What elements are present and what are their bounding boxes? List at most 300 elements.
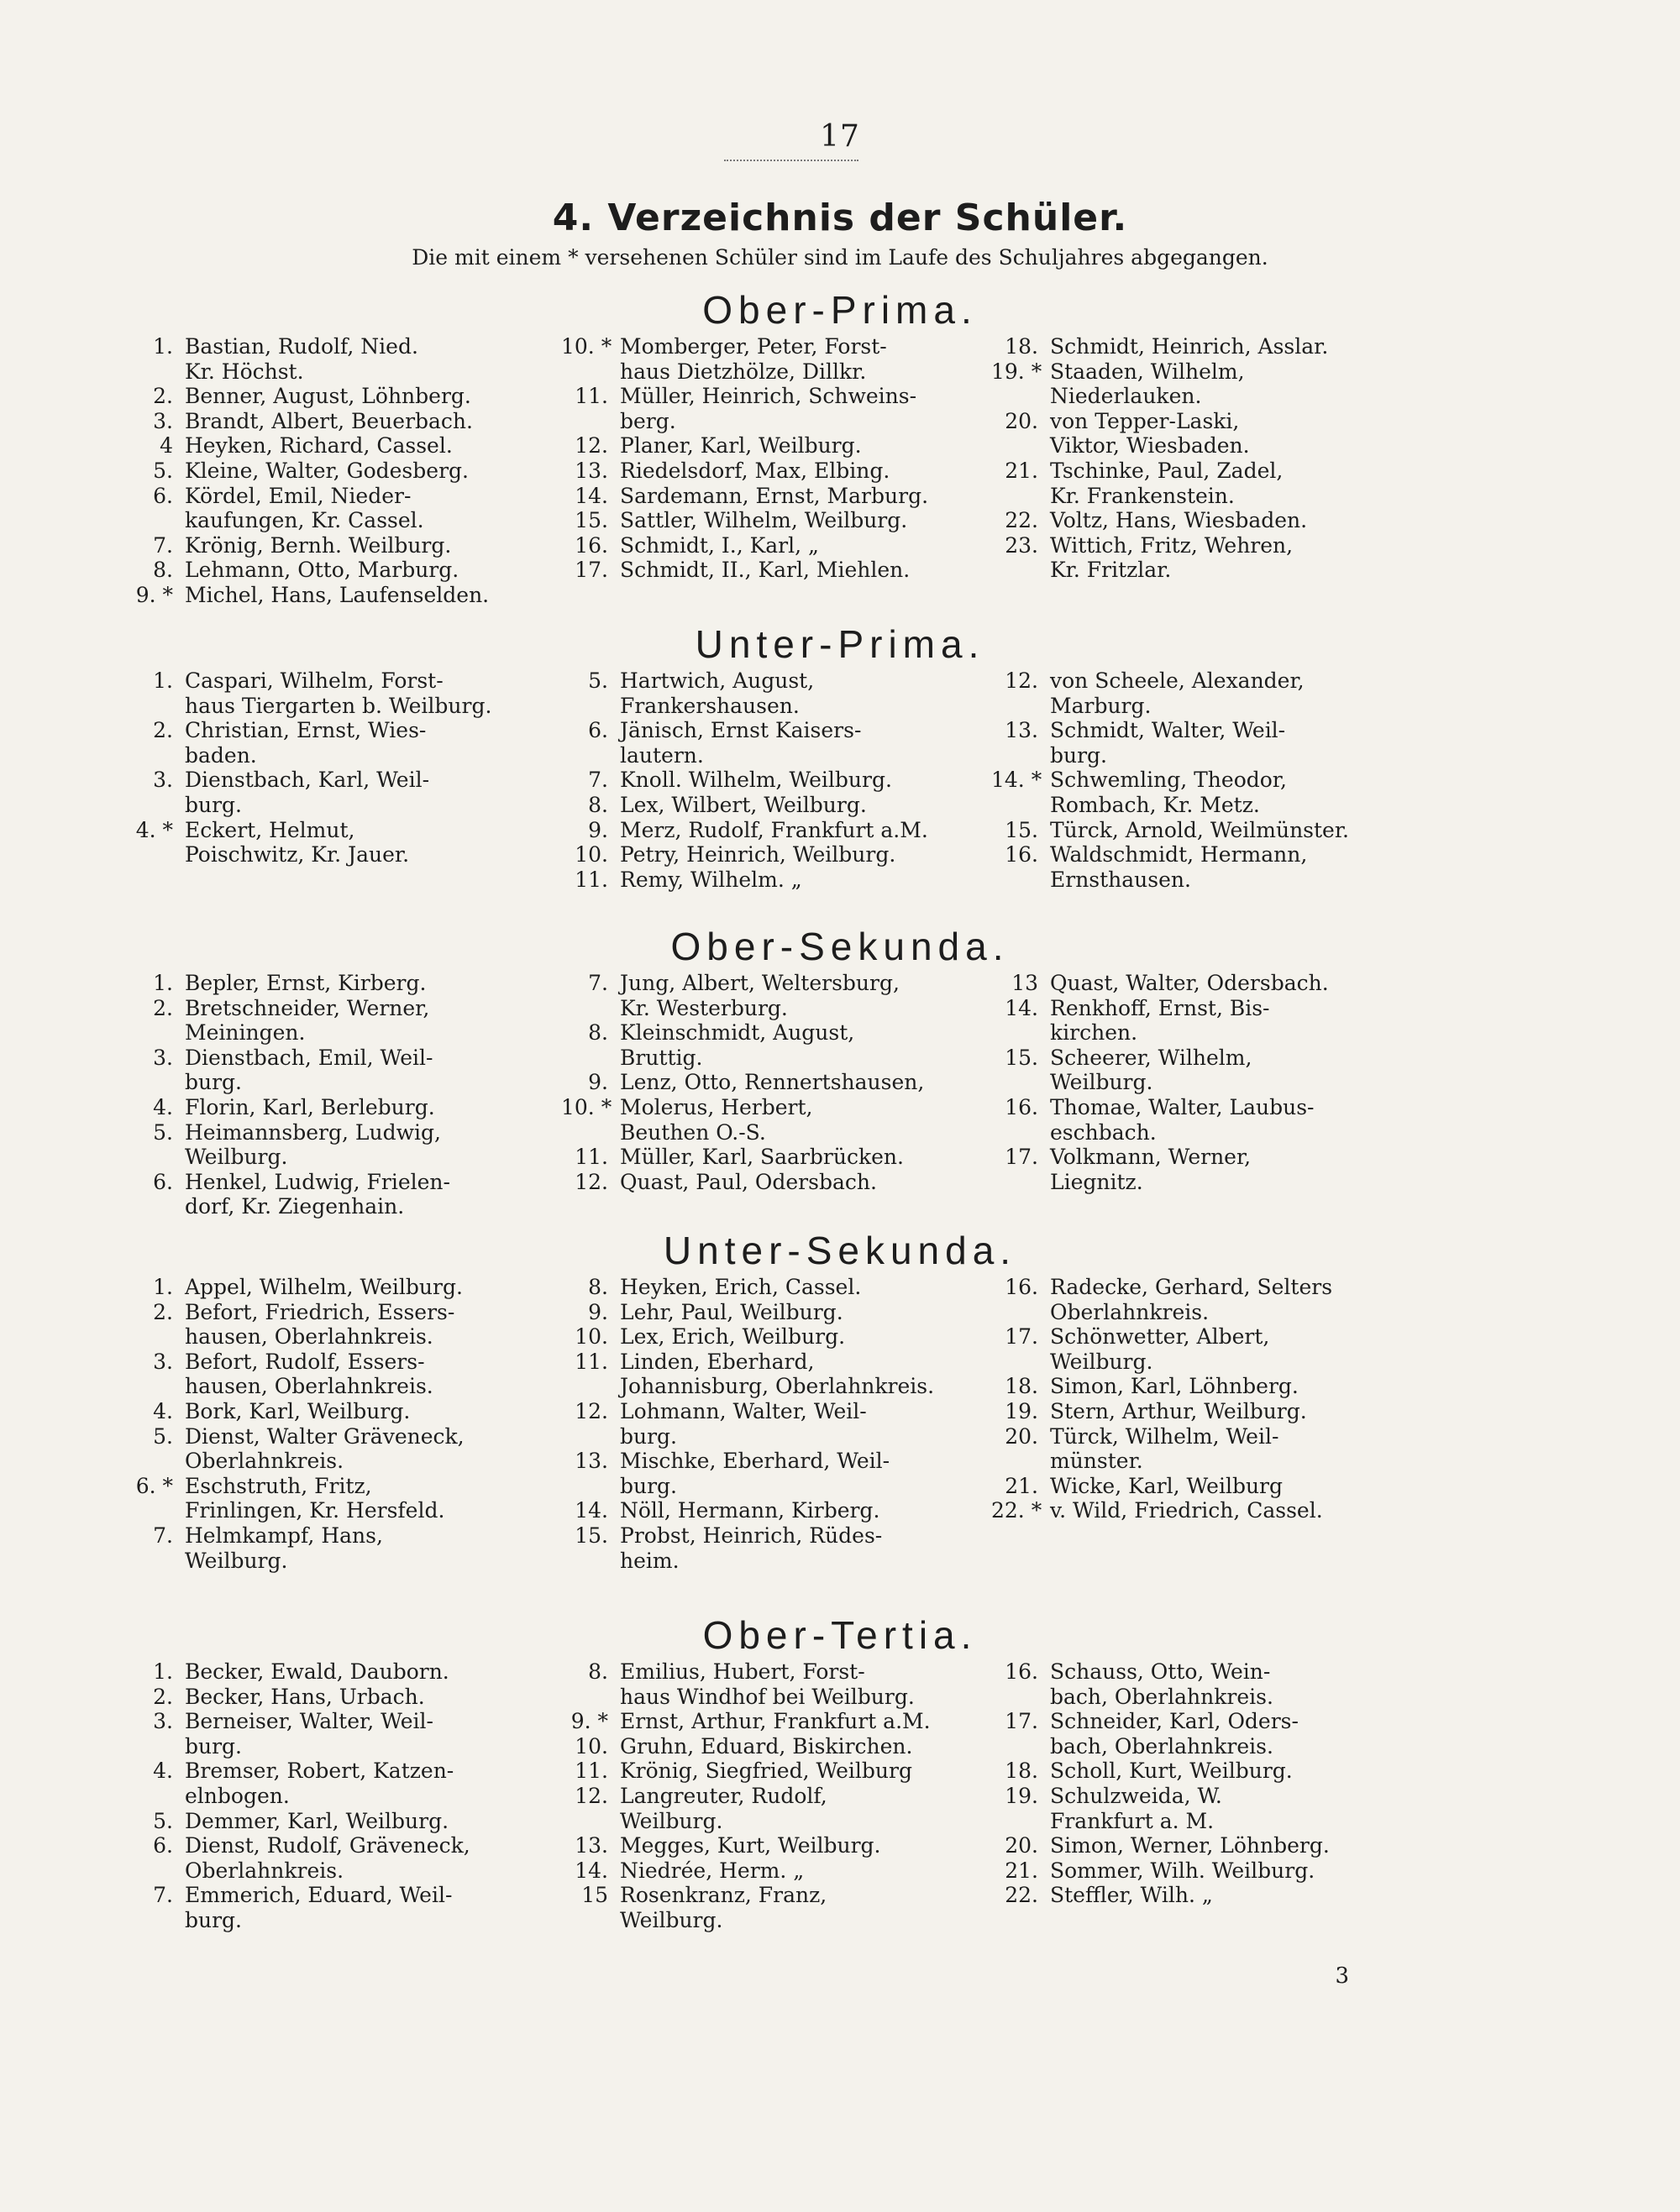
student-details (1050, 1858, 1428, 1884)
student-name-line: Türck, Wilhelm, Weil- (1050, 1423, 1279, 1449)
student-number: 22. * (991, 1498, 1042, 1523)
student-name-line: Müller, Karl, Saarbrücken. (620, 1145, 904, 1170)
student-name-line: Dienstbach, Emil, Weil- (185, 1045, 433, 1070)
student-name-line: Simon, Werner, Löhnberg. (1050, 1833, 1330, 1858)
student-columns (0, 1659, 1680, 2029)
student-details (185, 409, 554, 434)
student-details (620, 484, 981, 509)
student-name-line: Kleinschmidt, August, (620, 1020, 855, 1046)
student-entry (561, 842, 981, 868)
student-name-line: Bepler, Ernst, Kirberg. (185, 971, 427, 995)
student-name-line: Lex, Erich, Weilburg. (620, 1324, 846, 1350)
student-location-line: Oberlahnkreis. (1050, 1299, 1210, 1324)
student-number: 14. (575, 1498, 608, 1523)
student-details (620, 1020, 981, 1070)
student-location-line: Kr. Westerburg. (620, 995, 788, 1020)
student-number: 16. (1005, 1094, 1038, 1119)
student-name-line: Remy, Wilhelm. „ (620, 867, 802, 892)
student-entry (991, 1095, 1428, 1145)
student-column-3 (991, 668, 1428, 892)
student-location-line: Oberlahnkreis. (185, 1449, 344, 1474)
student-column-1 (126, 971, 554, 1219)
student-details (1050, 818, 1428, 843)
student-details (620, 1833, 981, 1858)
student-number: 15. (575, 1523, 608, 1548)
student-number: 14. (575, 1858, 608, 1883)
student-details (620, 1449, 981, 1498)
student-entry (126, 1120, 554, 1170)
student-entry (126, 1659, 554, 1685)
student-details (185, 718, 554, 768)
student-entry (991, 1046, 1428, 1095)
student-number: 11. (575, 1349, 608, 1374)
student-name-line: Dienst, Rudolf, Gräveneck, (185, 1833, 470, 1858)
student-details (620, 1145, 981, 1170)
student-details (1050, 1883, 1428, 1908)
student-name-line: Schmidt, Heinrich, Asslar. (1050, 334, 1329, 359)
student-name-line: Quast, Walter, Odersbach. (1050, 971, 1329, 995)
student-entry (126, 1759, 554, 1808)
student-name-line: Quast, Paul, Odersbach. (620, 1169, 877, 1194)
student-details (1050, 1046, 1428, 1095)
student-location-line: haus Windhof bei Weilburg. (620, 1684, 915, 1709)
student-entry (991, 533, 1428, 583)
student-column-2 (561, 971, 981, 1194)
student-name-line: Christian, Ernst, Wies- (185, 718, 427, 743)
student-details (1050, 508, 1428, 533)
student-name-line: Knoll. Wilhelm, Weilburg. (620, 768, 892, 793)
student-details (185, 1759, 554, 1808)
student-name-line: Bork, Karl, Weilburg. (185, 1398, 411, 1423)
student-name-line: Radecke, Gerhard, Selters (1050, 1275, 1333, 1299)
student-name-line: Molerus, Herbert, (620, 1094, 813, 1119)
student-details (185, 1685, 554, 1710)
student-details (1050, 668, 1428, 718)
student-number: 9. (588, 1299, 608, 1324)
student-name-line: Kleine, Walter, Godesberg. (185, 458, 469, 483)
student-location-line: haus Tiergarten b. Weilburg. (185, 693, 492, 718)
student-entry (561, 508, 981, 533)
student-entry (561, 1734, 981, 1759)
student-entry (561, 1858, 981, 1884)
student-entry (561, 1324, 981, 1350)
student-entry (561, 1095, 981, 1145)
student-name-line: Gruhn, Eduard, Biskirchen. (620, 1733, 913, 1759)
student-location-line: Kr. Frankenstein. (1050, 483, 1235, 508)
student-name-line: Niedrée, Herm. „ (620, 1858, 805, 1883)
student-entry (126, 459, 554, 484)
student-entry (561, 718, 981, 768)
student-number: 10. (575, 842, 608, 868)
student-entry (991, 718, 1428, 768)
student-location-line: Bruttig. (620, 1045, 703, 1070)
student-number: 7. (588, 971, 608, 995)
student-details (185, 334, 554, 384)
student-location-line: burg. (185, 792, 243, 817)
student-number: 6. * (135, 1473, 173, 1498)
student-number: 3. (153, 1045, 173, 1070)
student-details (620, 508, 981, 533)
student-details (185, 484, 554, 533)
student-location-line: hausen, Oberlahnkreis. (185, 1374, 433, 1399)
student-name-line: Wittich, Fritz, Wehren, (1050, 532, 1294, 558)
student-entry (991, 359, 1428, 409)
student-location-line: Liegnitz. (1050, 1169, 1143, 1194)
student-entry (561, 433, 981, 459)
student-details (620, 793, 981, 818)
student-name-line: Henkel, Ludwig, Frielen- (185, 1169, 450, 1194)
student-location-line: baden. (185, 742, 257, 768)
student-details (1050, 842, 1428, 892)
student-location-line: Kr. Fritzlar. (1050, 558, 1172, 583)
student-details (185, 1424, 554, 1474)
student-details (185, 459, 554, 484)
student-name-line: Kördel, Emil, Nieder- (185, 483, 412, 508)
student-number: 3. (153, 408, 173, 433)
student-details (620, 334, 981, 384)
student-details (1050, 459, 1428, 508)
student-details (1050, 768, 1428, 817)
student-entry (561, 533, 981, 558)
student-location-line: Poischwitz, Kr. Jauer. (185, 842, 410, 868)
section-heading: Ober-Sekunda. (670, 925, 1010, 968)
student-number: 16. (575, 532, 608, 558)
student-details (1050, 1833, 1428, 1858)
student-entry (126, 1170, 554, 1219)
student-name-line: Appel, Wilhelm, Weilburg. (185, 1275, 463, 1299)
section-unter-prima (0, 620, 1680, 956)
student-location-line: Frankershausen. (620, 693, 800, 718)
student-number: 4 (160, 433, 173, 459)
section-ober-prima (0, 286, 1680, 630)
student-entry (126, 1685, 554, 1710)
student-entry (126, 1399, 554, 1424)
student-details (620, 459, 981, 484)
student-details (1050, 718, 1428, 768)
student-details (1050, 971, 1428, 996)
student-name-line: Benner, August, Löhnberg. (185, 384, 471, 409)
student-number: 7. (588, 768, 608, 793)
student-details (185, 996, 554, 1046)
student-name-line: Michel, Hans, Laufenselden. (185, 582, 490, 607)
student-location-line: lautern. (620, 742, 704, 768)
student-location-line: Meiningen. (185, 1020, 306, 1046)
student-number: 14. (1005, 995, 1038, 1020)
student-entry (991, 1784, 1428, 1833)
student-details (1050, 1374, 1428, 1399)
student-column-1 (126, 1275, 554, 1573)
student-name-line: Heimannsberg, Ludwig, (185, 1119, 441, 1145)
student-entry (126, 1300, 554, 1350)
student-number: 7. (153, 1883, 173, 1908)
student-name-line: Momberger, Peter, Forst- (620, 334, 887, 359)
student-entry (561, 1170, 981, 1195)
student-location-line: Weilburg. (185, 1548, 288, 1573)
student-entry (561, 1020, 981, 1070)
student-entry (126, 996, 554, 1046)
student-details (1050, 1399, 1428, 1424)
student-entry (126, 818, 554, 868)
student-location-line: Beuthen O.-S. (620, 1119, 766, 1145)
student-entry (561, 334, 981, 384)
student-location-line: Frankfurt a. M. (1050, 1808, 1215, 1833)
student-name-line: Rosenkranz, Franz, (620, 1883, 827, 1908)
student-location-line: Marburg. (1050, 693, 1152, 718)
student-number: 23. (1005, 532, 1038, 558)
student-number: 6. (588, 718, 608, 743)
student-details (1050, 409, 1428, 459)
student-entry (561, 818, 981, 843)
student-number: 5. (588, 668, 608, 693)
student-number: 21. (1005, 458, 1038, 483)
student-number: 14. * (991, 768, 1042, 793)
student-location-line: haus Dietzhölze, Dillkr. (620, 359, 867, 384)
student-details (620, 668, 981, 718)
student-entry (126, 668, 554, 718)
student-location-line: Weilburg. (620, 1907, 723, 1932)
student-location-line: Weilburg. (1050, 1070, 1153, 1095)
student-details (1050, 334, 1428, 359)
student-name-line: Bremser, Robert, Katzen- (185, 1759, 454, 1784)
student-name-line: Tschinke, Paul, Zadel, (1050, 458, 1284, 483)
student-details (620, 384, 981, 433)
student-name-line: Krönig, Bernh. Weilburg. (185, 532, 452, 558)
student-details (620, 433, 981, 459)
student-details (1050, 1784, 1428, 1833)
student-column-2 (561, 334, 981, 583)
student-location-line: heim. (620, 1548, 680, 1573)
student-number: 22. (1005, 1883, 1038, 1908)
student-number: 15. (575, 508, 608, 533)
student-number: 16. (1005, 842, 1038, 868)
student-number: 13 (1011, 971, 1038, 995)
student-details (1050, 359, 1428, 409)
student-details (1050, 1145, 1428, 1194)
student-number: 8. (588, 1020, 608, 1046)
student-name-line: Staaden, Wilhelm, (1050, 359, 1245, 384)
student-number: 2. (153, 384, 173, 409)
student-location-line: hausen, Oberlahnkreis. (185, 1324, 433, 1350)
student-details (185, 1300, 554, 1350)
student-entry (126, 1474, 554, 1523)
student-location-line: dorf, Kr. Ziegenhain. (185, 1194, 405, 1219)
student-name-line: Dienst, Walter Gräveneck, (185, 1423, 465, 1449)
student-details (620, 1399, 981, 1449)
student-entry (561, 793, 981, 818)
section-heading: Ober-Prima. (702, 288, 978, 332)
student-name-line: Schmidt, Walter, Weil- (1050, 718, 1286, 743)
student-name-line: Florin, Karl, Berleburg. (185, 1094, 435, 1119)
student-name-line: von Tepper-Laski, (1050, 408, 1240, 433)
student-entry (991, 1474, 1428, 1499)
student-name-line: Lehr, Paul, Weilburg. (620, 1299, 843, 1324)
student-name-line: Volkmann, Werner, (1050, 1145, 1252, 1170)
student-location-line: burg. (185, 1907, 243, 1932)
student-details (185, 1883, 554, 1932)
student-entry (561, 1145, 981, 1170)
student-column-2 (561, 1275, 981, 1573)
student-name-line: Eschstruth, Fritz, (185, 1473, 372, 1498)
student-name-line: Schauss, Otto, Wein- (1050, 1659, 1271, 1684)
student-details (620, 1734, 981, 1759)
student-entry (561, 971, 981, 1020)
student-location-line: Weilburg. (620, 1808, 723, 1833)
student-number: 15 (581, 1883, 608, 1908)
student-entry (561, 1659, 981, 1709)
section-unter-sekunda (0, 1226, 1680, 1621)
student-entry (561, 1399, 981, 1449)
student-entry (126, 384, 554, 409)
student-number: 18. (1005, 334, 1038, 359)
student-details (620, 1324, 981, 1350)
student-number: 21. (1005, 1858, 1038, 1883)
student-details (1050, 533, 1428, 583)
student-entry (561, 1350, 981, 1399)
student-entry (991, 1399, 1428, 1424)
student-entry (991, 459, 1428, 508)
student-number: 9. (588, 817, 608, 842)
student-number: 12. (575, 1783, 608, 1808)
student-entry (991, 1498, 1428, 1523)
student-details (1050, 1659, 1428, 1709)
student-details (620, 718, 981, 768)
student-number: 11. (575, 384, 608, 409)
student-details (620, 1300, 981, 1325)
student-details (620, 1883, 981, 1932)
student-details (620, 868, 981, 893)
student-entry (991, 1145, 1428, 1194)
student-details (1050, 996, 1428, 1046)
student-details (620, 533, 981, 558)
student-entry (126, 1095, 554, 1120)
student-location-line: Johannisburg, Oberlahnkreis. (620, 1374, 935, 1399)
student-number: 16. (1005, 1659, 1038, 1684)
student-entry (561, 1833, 981, 1858)
student-name-line: Heyken, Erich, Cassel. (620, 1275, 862, 1299)
student-location-line: kaufungen, Kr. Cassel. (185, 508, 424, 533)
student-name-line: Dienstbach, Karl, Weil- (185, 768, 430, 793)
student-location-line: Viktor, Wiesbaden. (1050, 433, 1250, 459)
student-name-line: Langreuter, Rudolf, (620, 1783, 827, 1808)
student-name-line: Schwemling, Theodor, (1050, 768, 1287, 793)
student-name-line: Lex, Wilbert, Weilburg. (620, 792, 867, 817)
student-entry (126, 583, 554, 608)
student-number: 5. (153, 458, 173, 483)
student-number: 2. (153, 718, 173, 743)
student-name-line: Heyken, Richard, Cassel. (185, 433, 453, 459)
student-details (185, 1046, 554, 1095)
student-column-1 (126, 334, 554, 608)
student-number: 11. (575, 1145, 608, 1170)
student-name-line: Merz, Rudolf, Frankfurt a.M. (620, 817, 928, 842)
student-number: 13. (575, 458, 608, 483)
student-name-line: Simon, Karl, Löhnberg. (1050, 1374, 1299, 1399)
student-entry (126, 334, 554, 384)
student-details (185, 818, 554, 868)
student-name-line: Sattler, Wilhelm, Weilburg. (620, 508, 908, 533)
page-title: 4. Verzeichnis der Schüler. (552, 197, 1128, 239)
student-details (620, 768, 981, 793)
student-number: 1. (153, 1275, 173, 1299)
student-number: 19. (1005, 1398, 1038, 1423)
student-location-line: bach, Oberlahnkreis. (1050, 1733, 1273, 1759)
student-location-line: münster. (1050, 1449, 1143, 1474)
student-entry (991, 1659, 1428, 1709)
student-entry (561, 1523, 981, 1573)
student-details (1050, 1424, 1428, 1474)
student-entry (991, 334, 1428, 359)
student-number: 9. (588, 1070, 608, 1095)
student-number: 9. * (570, 1709, 608, 1734)
student-location-line: berg. (620, 408, 676, 433)
student-number: 12. (575, 1398, 608, 1423)
student-number: 21. (1005, 1473, 1038, 1498)
student-column-1 (126, 668, 554, 868)
student-number: 19. (1005, 1783, 1038, 1808)
student-name-line: Schulzweida, W. (1050, 1783, 1222, 1808)
student-entry (991, 1833, 1428, 1858)
student-details (185, 433, 554, 459)
student-location-line: Frinlingen, Kr. Hersfeld. (185, 1498, 445, 1523)
student-entry (991, 668, 1428, 718)
student-details (620, 1759, 981, 1784)
student-name-line: Schmidt, I., Karl, „ (620, 532, 819, 558)
section-heading: Unter-Sekunda. (663, 1229, 1017, 1272)
student-number: 20. (1005, 1833, 1038, 1858)
student-name-line: Linden, Eberhard, (620, 1349, 815, 1374)
student-number: 7. (153, 1523, 173, 1548)
student-details (185, 1709, 554, 1759)
student-name-line: Jung, Albert, Weltersburg, (620, 971, 900, 995)
student-number: 10. (575, 1324, 608, 1350)
student-details (620, 1095, 981, 1145)
student-name-line: Brandt, Albert, Beuerbach. (185, 408, 473, 433)
student-name-line: Bretschneider, Werner, (185, 995, 430, 1020)
page-subtitle: Die mit einem * versehenen Schüler sind im Laufe des Schuljahres abgegangen. (412, 245, 1268, 270)
student-number: 7. (153, 532, 173, 558)
student-details (185, 1523, 554, 1573)
student-name-line: Demmer, Karl, Weilburg. (185, 1808, 449, 1833)
student-details (620, 818, 981, 843)
student-name-line: v. Wild, Friedrich, Cassel. (1050, 1498, 1323, 1523)
student-number: 10. (575, 1733, 608, 1759)
student-entry (991, 971, 1428, 996)
student-number: 3. (153, 1349, 173, 1374)
student-number: 13. (575, 1449, 608, 1474)
student-number: 17. (1005, 1324, 1038, 1350)
student-entry (991, 1883, 1428, 1908)
student-details (185, 533, 554, 558)
student-name-line: Voltz, Hans, Wiesbaden. (1050, 508, 1308, 533)
student-details (185, 384, 554, 409)
student-location-line: Kr. Höchst. (185, 359, 304, 384)
student-location-line: bach, Oberlahnkreis. (1050, 1684, 1273, 1709)
student-entry (561, 1449, 981, 1498)
student-entry (126, 1523, 554, 1573)
section-ober-sekunda (0, 922, 1680, 1258)
student-details (620, 1275, 981, 1300)
student-number: 15. (1005, 817, 1038, 842)
student-entry (991, 1858, 1428, 1884)
student-name-line: Lohmann, Walter, Weil- (620, 1398, 867, 1423)
student-column-2 (561, 1659, 981, 1933)
student-entry (991, 1759, 1428, 1784)
student-name-line: Sommer, Wilh. Weilburg. (1050, 1858, 1315, 1883)
student-details (1050, 1709, 1428, 1759)
student-name-line: Emmerich, Eduard, Weil- (185, 1883, 453, 1908)
student-details (620, 1858, 981, 1884)
student-name-line: Nöll, Hermann, Kirberg. (620, 1498, 880, 1523)
